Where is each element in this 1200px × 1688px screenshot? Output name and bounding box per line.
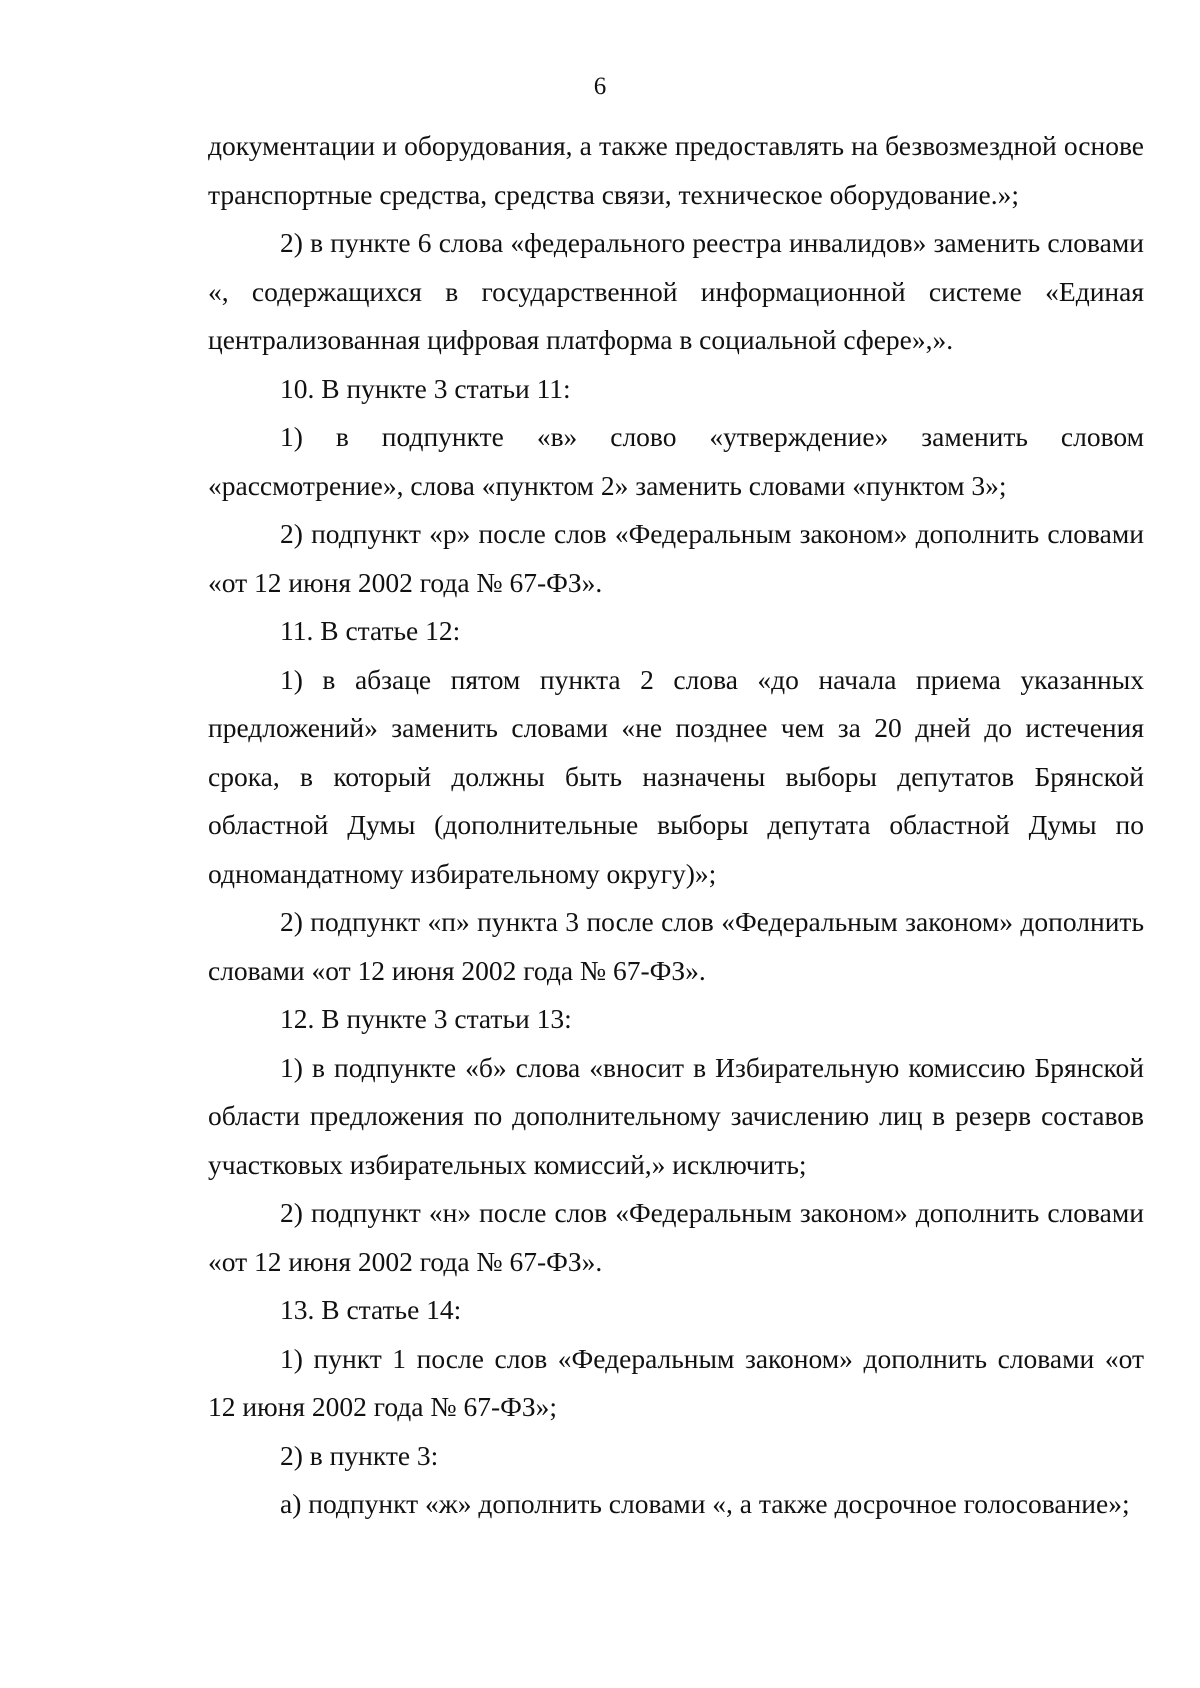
- paragraph-11-item-2: 2) подпункт «п» пункта 3 после слов «Федеральным законом» дополнить словами «от 12 июня 2002 года № 67-ФЗ».: [208, 906, 1144, 986]
- section-heading-11: 11. В статье 12:: [280, 615, 461, 646]
- paragraph-12-item-2: 2) подпункт «н» после слов «Федеральным законом» дополнить словами «от 12 июня 2002 года № 67-ФЗ».: [208, 1197, 1144, 1277]
- paragraph-13-item-1: 1) пункт 1 после слов «Федеральным законом» дополнить словами «от 12 июня 2002 года № 67-ФЗ»;: [208, 1342, 1144, 1422]
- paragraph-13-item-2: 2) в пункте 3:: [280, 1439, 439, 1471]
- paragraph-10-item-2: 2) подпункт «р» после слов «Федеральным законом» дополнить словами «от 12 июня 2002 года № 67-ФЗ».: [208, 518, 1144, 598]
- page-number: 6: [593, 73, 607, 100]
- section-heading-12: 12. В пункте 3 статьи 13:: [280, 1003, 572, 1034]
- paragraph-13-item-2a: а) подпункт «ж» дополнить словами «, а также досрочное голосование»;: [280, 1488, 1130, 1519]
- paragraph-11-item-1: 1) в абзаце пятом пункта 2 слова «до начала приема указанных предложений» заменить словами «не позднее чем за 20 дней до истечения срока, в который должны быть назначены выборы депутатов Брянской областной Думы (дополнительные выборы депутата областной Думы по одномандатному избирательному округу)»;: [208, 663, 1144, 889]
- section-heading-10: 10. В пункте 3 статьи 11:: [280, 372, 571, 404]
- paragraph-item-2-point-6: 2) в пункте 6 слова «федерального реестра инвалидов» заменить словами «, содержащихся в государственной информационной системе «Единая централизованная цифровая платформа в социальной сфере»,».: [208, 227, 1144, 355]
- paragraph-10-item-1: 1) в подпункте «в» слово «утверждение» заменить словом «рассмотрение», слова «пунктом 2» заменить словами «пунктом 3»;: [208, 421, 1144, 501]
- section-heading-13: 13. В статье 14:: [280, 1294, 462, 1325]
- paragraph-continuation: документации и оборудования, а также предоставлять на безвозмездной основе транспортные средства, средства связи, техническое оборудование.»;: [208, 130, 1144, 210]
- document-body: [208, 122, 1144, 1529]
- paragraph-12-item-1: 1) в подпункте «б» слова «вносит в Избирательную комиссию Брянской области предложения по дополнительному зачислению лиц в резерв составов участковых избирательных комиссий,» исключить;: [208, 1051, 1144, 1180]
